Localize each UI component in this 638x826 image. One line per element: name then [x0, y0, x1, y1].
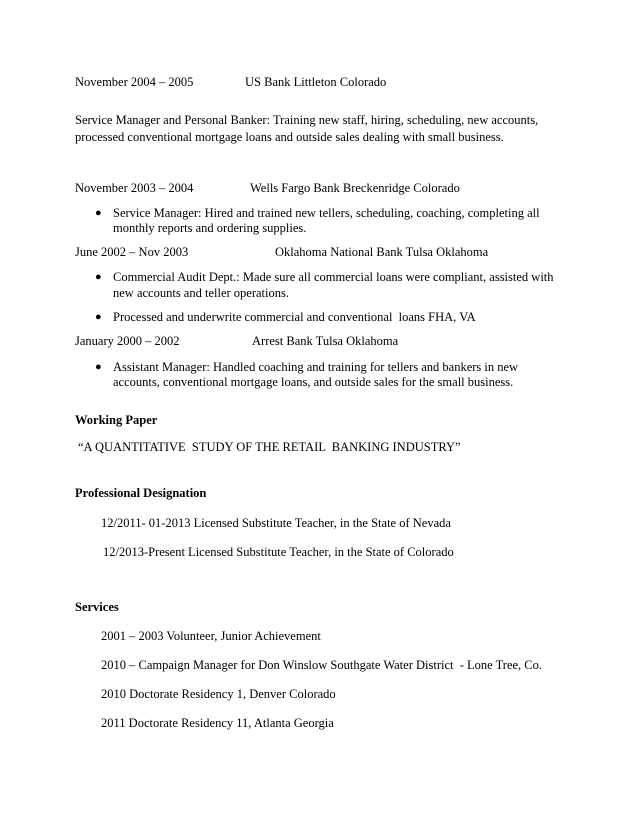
services-item-4: 2011 Doctorate Residency 11, Atlanta Georgia: [101, 716, 334, 730]
job4-dates: January 2000 – 2002: [75, 334, 180, 348]
services-item-3: 2010 Doctorate Residency 1, Denver Colorado: [101, 687, 336, 701]
job2-employer: Wells Fargo Bank Breckenridge Colorado: [250, 181, 460, 195]
job2-bullet1-line1: Service Manager: Hired and trained new tellers, scheduling, coaching, completing all: [113, 206, 540, 220]
job1-description-line2: processed conventional mortgage loans and outside sales dealing with small business.: [75, 130, 504, 144]
professional-item-1: 12/2011- 01-2013 Licensed Substitute Teacher, in the State of Nevada: [101, 516, 451, 530]
services-heading: Services: [75, 600, 119, 614]
job4-bullet1-line2: accounts, conventional mortgage loans, and outside sales for the small business.: [113, 375, 514, 389]
job1-description-line1: Service Manager and Personal Banker: Training new staff, hiring, scheduling, new accounts,: [75, 113, 539, 127]
job3-dates: June 2002 – Nov 2003: [75, 245, 189, 259]
job4-employer: Arrest Bank Tulsa Oklahoma: [252, 334, 399, 348]
job3-bullet1-line2: new accounts and teller operations.: [113, 286, 289, 300]
job3-employer: Oklahoma National Bank Tulsa Oklahoma: [275, 245, 489, 259]
job1-employer: US Bank Littleton Colorado: [245, 75, 387, 89]
working-paper-heading: Working Paper: [75, 413, 158, 427]
job2-bullet1-line2: monthly reports and ordering supplies.: [113, 221, 307, 235]
job4-bullet1-line1: Assistant Manager: Handled coaching and training for tellers and bankers in new: [113, 360, 519, 374]
job1-dates: November 2004 – 2005: [75, 75, 194, 89]
bullet-icon: ●: [95, 361, 102, 373]
services-item-2: 2010 – Campaign Manager for Don Winslow Southgate Water District - Lone Tree, Co.: [101, 658, 543, 672]
services-item-1: 2001 – 2003 Volunteer, Junior Achievement: [101, 629, 321, 643]
professional-item-2: 12/2013-Present Licensed Substitute Teacher, in the State of Colorado: [103, 545, 454, 559]
job3-bullet1-line1: Commercial Audit Dept.: Made sure all commercial loans were compliant, assisted with: [113, 270, 554, 284]
bullet-icon: ●: [95, 311, 102, 323]
bullet-icon: ●: [95, 207, 102, 219]
job3-bullet2-line1: Processed and underwrite commercial and conventional loans FHA, VA: [113, 310, 476, 324]
working-paper-title: “A QUANTITATIVE STUDY OF THE RETAIL BANKING INDUSTRY”: [78, 440, 461, 454]
job2-dates: November 2003 – 2004: [75, 181, 194, 195]
bullet-icon: ●: [95, 271, 102, 283]
professional-heading: Professional Designation: [75, 486, 207, 500]
